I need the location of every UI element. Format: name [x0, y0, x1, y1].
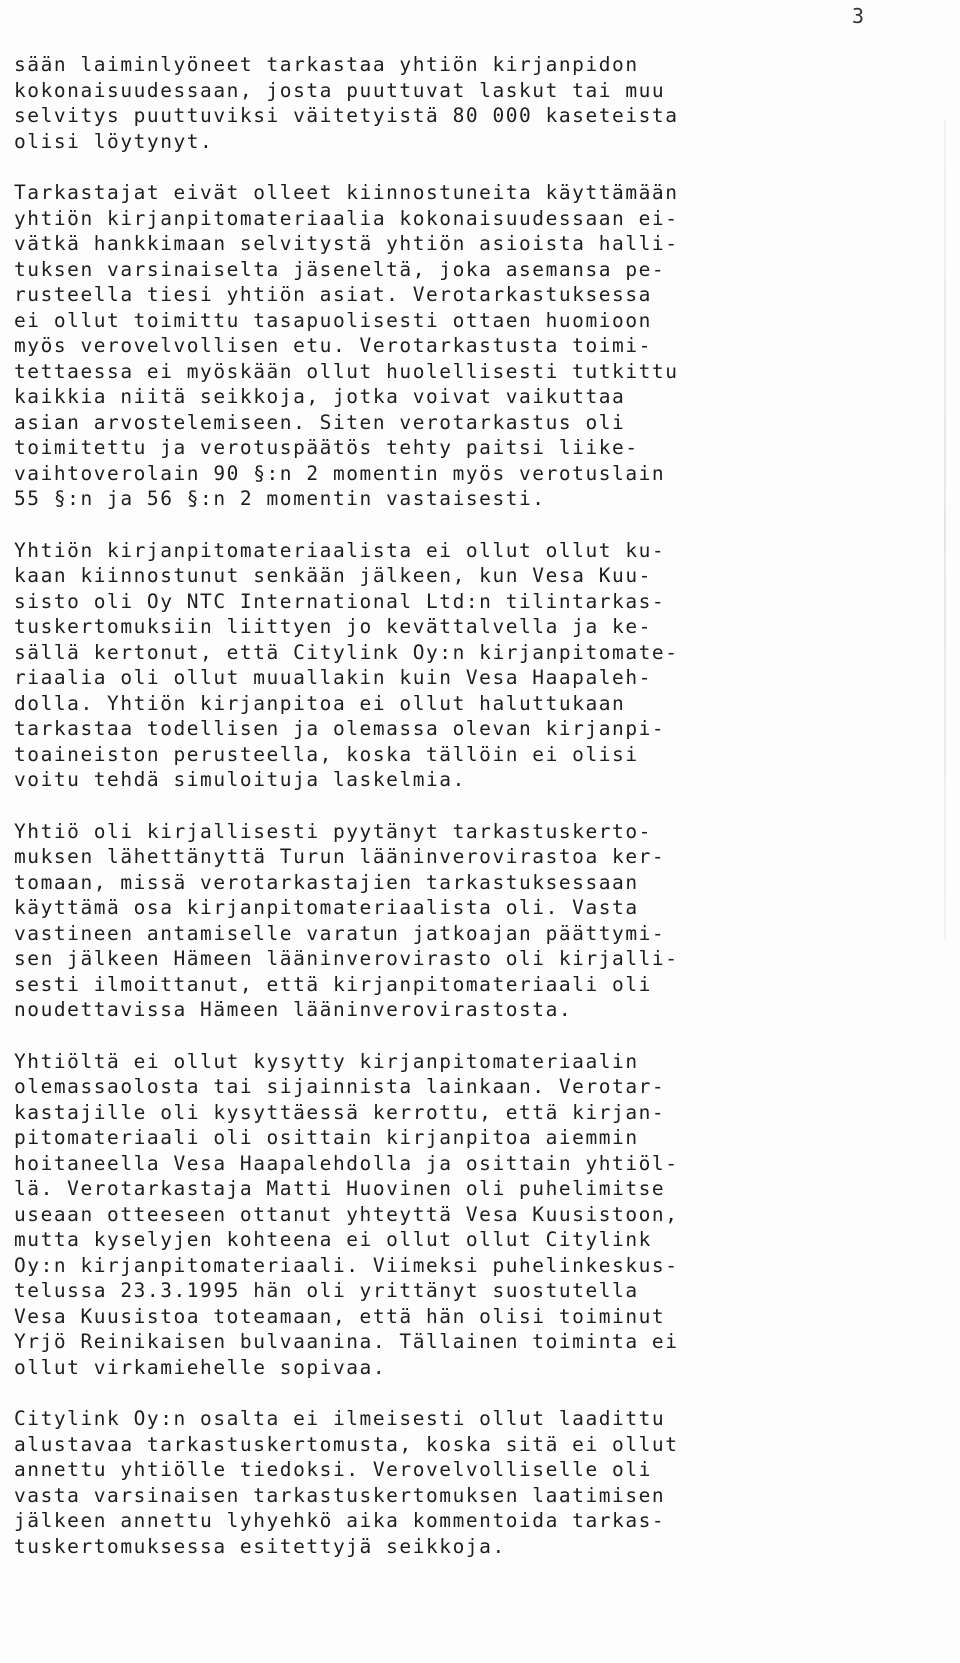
text-line: sen jälkeen Hämeen lääninverovirasto oli kirjalli-	[14, 947, 679, 970]
scan-edge-shadow	[944, 120, 946, 940]
paragraph	[14, 1049, 924, 1381]
text-line: Tarkastajat eivät olleet kiinnostuneita käyttämään	[14, 181, 679, 204]
text-line: tarkastaa todellisen ja olemassa olevan kirjanpi-	[14, 717, 666, 740]
text-line: vasta varsinaisen tarkastuskertomuksen laatimisen	[14, 1483, 666, 1507]
text-line: annettu yhtiölle tiedoksi. Verovelvolliselle oli	[14, 1458, 652, 1481]
text-line: Yhtiö oli kirjallisesti pyytänyt tarkastuskerto-	[14, 819, 652, 843]
paragraph	[14, 180, 924, 512]
text-line: yhtiön kirjanpitomateriaalia kokonaisuudessaan ei-	[14, 206, 679, 230]
text-line: 55 §:n ja 56 §:n 2 momentin vastaisesti.	[14, 487, 546, 510]
text-line: sesti ilmoittanut, että kirjanpitomateriaali oli	[14, 972, 652, 996]
text-line: toaineiston perusteella, koska tällöin ei olisi	[14, 742, 639, 766]
text-line: noudettavissa Hämeen lääninverovirastosta.	[14, 998, 573, 1021]
text-line: toimitettu ja verotuspäätös tehty paitsi liike-	[14, 436, 639, 459]
text-line: Yhtiöltä ei ollut kysytty kirjanpitomateriaalin	[14, 1049, 639, 1073]
text-line: tuskertomuksessa esitettyjä seikkoja.	[14, 1534, 506, 1558]
text-line: muksen lähettänyttä Turun lääninverovirastoa ker-	[14, 845, 666, 868]
text-line: olemassaolosta tai sijainnista lainkaan. Verotar-	[14, 1075, 666, 1098]
paragraph	[14, 52, 924, 154]
text-line: Vesa Kuusistoa toteamaan, että hän olisi toiminut	[14, 1304, 666, 1328]
body-text	[14, 52, 924, 1585]
text-line: vätkä hankkimaan selvitystä yhtiön asioista halli-	[14, 232, 679, 255]
text-line: myös verovelvollisen etu. Verotarkastusta toimi-	[14, 334, 652, 357]
text-line: alustavaa tarkastuskertomusta, koska sitä ei ollut	[14, 1432, 679, 1456]
text-line: pitomateriaali oli osittain kirjanpitoa aiemmin	[14, 1126, 639, 1149]
paragraph	[14, 538, 924, 793]
text-line: käyttämä osa kirjanpitomateriaalista oli. Vasta	[14, 896, 639, 919]
text-line: vastineen antamiselle varatun jatkoajan päättymi-	[14, 921, 666, 945]
text-line: kaan kiinnostunut senkään jälkeen, kun Vesa Kuu-	[14, 564, 652, 587]
text-line: tettaessa ei myöskään ollut huolellisesti tutkittu	[14, 359, 679, 383]
text-line: kokonaisuudessaan, josta puuttuvat laskut tai muu	[14, 78, 666, 102]
text-line: asian arvostelemiseen. Siten verotarkastus oli	[14, 410, 626, 434]
text-line: kaikkia niitä seikkoja, jotka voivat vaikuttaa	[14, 385, 626, 408]
page-number: 3	[852, 4, 865, 28]
text-line: mutta kyselyjen kohteena ei ollut ollut Citylink	[14, 1228, 652, 1251]
text-line: useaan otteeseen ottanut yhteyttä Vesa Kuusistoon,	[14, 1202, 679, 1226]
text-line: olisi löytynyt.	[14, 129, 214, 153]
text-line: dolla. Yhtiön kirjanpitoa ei ollut haluttukaan	[14, 691, 626, 715]
text-line: Citylink Oy:n osalta ei ilmeisesti ollut laadittu	[14, 1407, 666, 1430]
text-line: tuksen varsinaiselta jäseneltä, joka asemansa pe-	[14, 257, 666, 281]
text-line: lä. Verotarkastaja Matti Huovinen oli puhelimitse	[14, 1177, 666, 1200]
text-line: jälkeen annettu lyhyehkö aika kommentoida tarkas-	[14, 1509, 666, 1532]
text-line: sisto oli Oy NTC International Ltd:n tilintarkas-	[14, 589, 666, 613]
text-line: Yhtiön kirjanpitomateriaalista ei ollut ollut ku-	[14, 538, 666, 562]
text-line: rusteella tiesi yhtiön asiat. Verotarkastuksessa	[14, 283, 652, 306]
text-line: vaihtoverolain 90 §:n 2 momentin myös verotuslain	[14, 461, 666, 485]
paragraph	[14, 819, 924, 1023]
text-line: kastajille oli kysyttäessä kerrottu, että kirjan-	[14, 1100, 666, 1124]
text-line: telussa 23.3.1995 hän oli yrittänyt suostutella	[14, 1279, 639, 1302]
text-line: Oy:n kirjanpitomateriaali. Viimeksi puhelinkeskus-	[14, 1253, 679, 1277]
text-line: sään laiminlyöneet tarkastaa yhtiön kirjanpidon	[14, 53, 639, 76]
text-line: ei ollut toimittu tasapuolisesti ottaen huomioon	[14, 308, 652, 332]
text-line: Yrjö Reinikaisen bulvaanina. Tällainen toiminta ei	[14, 1330, 679, 1353]
text-line: voitu tehdä simuloituja laskelmia.	[14, 768, 466, 791]
text-line: hoitaneella Vesa Haapalehdolla ja osittain yhtiöl-	[14, 1151, 679, 1175]
text-line: sällä kertonut, että Citylink Oy:n kirjanpitomate-	[14, 640, 679, 664]
text-line: ollut virkamiehelle sopivaa.	[14, 1355, 387, 1379]
text-line: selvitys puuttuviksi väitetyistä 80 000 kaseteista	[14, 104, 679, 127]
text-line: tomaan, missä verotarkastajien tarkastuksessaan	[14, 870, 639, 894]
text-line: riaalia oli ollut muuallakin kuin Vesa Haapaleh-	[14, 666, 652, 689]
text-line: tuskertomuksiin liittyen jo kevättalvella ja ke-	[14, 615, 652, 638]
paragraph	[14, 1406, 924, 1559]
